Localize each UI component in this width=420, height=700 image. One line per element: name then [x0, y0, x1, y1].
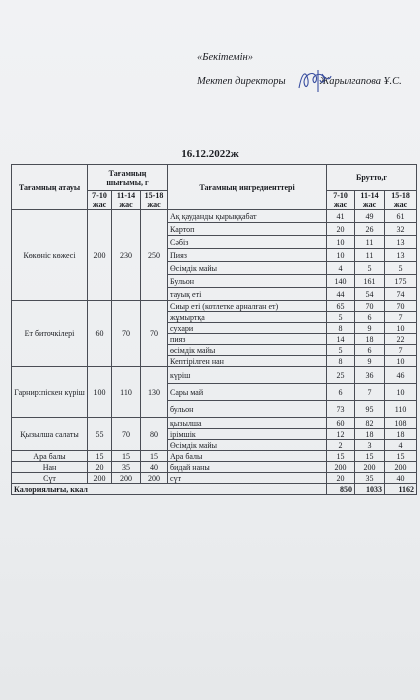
ingredient-name: Пияз [168, 249, 327, 262]
table-row [12, 462, 417, 473]
ingredient-gross: 20 [327, 473, 355, 484]
dish-yield: 250 [141, 210, 168, 301]
ingredient-gross: 82 [355, 418, 385, 429]
ingredient-gross: 200 [355, 462, 385, 473]
ingredient-gross: 175 [385, 275, 417, 288]
ingredient-gross: 6 [355, 312, 385, 323]
ingredient-gross: 3 [355, 440, 385, 451]
ingredient-gross: 9 [355, 356, 385, 367]
table-row [12, 367, 417, 384]
ingredient-gross: 10 [327, 236, 355, 249]
dish-yield: 80 [141, 418, 168, 451]
ingredient-gross: 7 [385, 345, 417, 356]
dish-name: Ет биточкілері [12, 301, 88, 367]
ingredient-gross: 110 [385, 401, 417, 418]
dish-yield: 200 [88, 473, 112, 484]
ingredient-name: бульон [168, 401, 327, 418]
dish-name: Нан [12, 462, 88, 473]
ingredient-name: сухари [168, 323, 327, 334]
ingredient-gross: 18 [385, 429, 417, 440]
ingredient-gross: 20 [327, 223, 355, 236]
ingredient-gross: 9 [355, 323, 385, 334]
ingredient-gross: 7 [355, 384, 385, 401]
ingredient-gross: 10 [385, 384, 417, 401]
dish-name: Қызылша салаты [12, 418, 88, 451]
dish-yield: 200 [88, 210, 112, 301]
dish-yield: 55 [88, 418, 112, 451]
ingredient-name: Ақ қауданды қырыққабат [168, 210, 327, 223]
ingredient-name: пияз [168, 334, 327, 345]
ingredient-gross: 4 [327, 262, 355, 275]
ingredient-gross: 200 [327, 462, 355, 473]
ingredient-name: Сәбіз [168, 236, 327, 249]
ingredient-gross: 54 [355, 288, 385, 301]
ingredient-gross: 5 [327, 345, 355, 356]
ingredient-name: Өсімдік майы [168, 440, 327, 451]
menu-table-body [12, 210, 417, 495]
ingredient-gross: 8 [327, 323, 355, 334]
ingredient-gross: 60 [327, 418, 355, 429]
ingredient-gross: 8 [327, 356, 355, 367]
dish-yield: 35 [112, 462, 141, 473]
dish-yield: 200 [141, 473, 168, 484]
dish-name: Сүт [12, 473, 88, 484]
ingredient-gross: 41 [327, 210, 355, 223]
ingredient-gross: 22 [385, 334, 417, 345]
ingredient-gross: 26 [355, 223, 385, 236]
ingredient-gross: 6 [327, 384, 355, 401]
menu-table [11, 164, 417, 495]
ingredient-name: Картоп [168, 223, 327, 236]
dish-yield: 60 [88, 301, 112, 367]
ingredient-gross: 73 [327, 401, 355, 418]
ingredient-name: Сиыр еті (котлетке арналған ет) [168, 301, 327, 312]
ingredient-name: қызылша [168, 418, 327, 429]
ingredient-gross: 161 [355, 275, 385, 288]
ingredient-gross: 13 [385, 249, 417, 262]
ingredient-gross: 11 [355, 249, 385, 262]
ingredient-gross: 40 [385, 473, 417, 484]
age-header: 15-18 жас [141, 191, 168, 210]
ingredient-gross: 15 [355, 451, 385, 462]
ingredient-gross: 36 [355, 367, 385, 384]
dish-yield: 110 [112, 367, 141, 418]
ingredient-gross: 44 [327, 288, 355, 301]
col-gross-header: Брутто,г [327, 165, 417, 191]
director-title: Мектеп директоры [197, 76, 286, 87]
table-row [12, 473, 417, 484]
dish-yield: 130 [141, 367, 168, 418]
age-header: 11-14 жас [355, 191, 385, 210]
ingredient-gross: 12 [327, 429, 355, 440]
ingredient-gross: 32 [385, 223, 417, 236]
ingredient-gross: 15 [327, 451, 355, 462]
dish-yield: 15 [141, 451, 168, 462]
dish-yield: 40 [141, 462, 168, 473]
table-row [12, 301, 417, 312]
ingredient-name: бидай наны [168, 462, 327, 473]
ingredient-gross: 74 [385, 288, 417, 301]
ingredient-gross: 14 [327, 334, 355, 345]
ingredient-gross: 65 [327, 301, 355, 312]
ingredient-gross: 13 [385, 236, 417, 249]
ingredient-gross: 2 [327, 440, 355, 451]
col-ingredients-header: Тағамның ингредиенттері [168, 165, 327, 210]
ingredient-gross: 5 [385, 262, 417, 275]
age-header: 7-10 жас [327, 191, 355, 210]
ingredient-name: Кептірілген нан [168, 356, 327, 367]
ingredient-gross: 200 [385, 462, 417, 473]
ingredient-gross: 70 [385, 301, 417, 312]
ingredient-gross: 70 [355, 301, 385, 312]
dish-yield: 230 [112, 210, 141, 301]
dish-yield: 100 [88, 367, 112, 418]
ingredient-name: Бульон [168, 275, 327, 288]
dish-name: Көкөніс көжесі [12, 210, 88, 301]
ingredient-gross: 108 [385, 418, 417, 429]
ingredient-gross: 10 [385, 323, 417, 334]
dish-yield: 15 [112, 451, 141, 462]
director-signature-icon [296, 66, 332, 94]
ingredient-gross: 35 [355, 473, 385, 484]
ingredient-gross: 7 [385, 312, 417, 323]
ingredient-gross: 61 [385, 210, 417, 223]
ingredient-name: Сары май [168, 384, 327, 401]
ingredient-gross: 10 [385, 356, 417, 367]
director-name: Жарылгапова Ұ.С. [319, 76, 402, 87]
ingredient-gross: 10 [327, 249, 355, 262]
age-header: 11-14 жас [112, 191, 141, 210]
ingredient-gross: 4 [385, 440, 417, 451]
dish-yield: 70 [141, 301, 168, 367]
dish-yield: 70 [112, 301, 141, 367]
ingredient-gross: 95 [355, 401, 385, 418]
age-header: 7-10 жас [88, 191, 112, 210]
ingredient-gross: 18 [355, 334, 385, 345]
table-row [12, 418, 417, 429]
ingredient-gross: 49 [355, 210, 385, 223]
ingredient-name: ірімшік [168, 429, 327, 440]
dish-name: Ара балы [12, 451, 88, 462]
calories-value: 1162 [385, 484, 417, 495]
ingredient-name: Ара балы [168, 451, 327, 462]
ingredient-name: өсімдік майы [168, 345, 327, 356]
dish-yield: 200 [112, 473, 141, 484]
ingredient-gross: 5 [327, 312, 355, 323]
approval-stamp-text: «Бекітемін» [197, 52, 253, 63]
col-yield-header: Тағамның шығымы, г [88, 165, 168, 191]
ingredient-gross: 18 [355, 429, 385, 440]
ingredient-gross: 25 [327, 367, 355, 384]
ingredient-name: Өсімдік майы [168, 262, 327, 275]
ingredient-gross: 11 [355, 236, 385, 249]
dish-name: Гарнир:піскен күріш [12, 367, 88, 418]
calories-row [12, 484, 417, 495]
ingredient-gross: 46 [385, 367, 417, 384]
dish-yield: 20 [88, 462, 112, 473]
dish-yield: 15 [88, 451, 112, 462]
dish-yield: 70 [112, 418, 141, 451]
table-row [12, 210, 417, 223]
calories-label: Калориялығы, ккал [12, 484, 327, 495]
ingredient-name: тауық еті [168, 288, 327, 301]
ingredient-name: жұмыртқа [168, 312, 327, 323]
ingredient-name: сүт [168, 473, 327, 484]
calories-value: 1033 [355, 484, 385, 495]
ingredient-name: күріш [168, 367, 327, 384]
col-dish-header: Тағамның атауы [12, 165, 88, 210]
ingredient-gross: 6 [355, 345, 385, 356]
ingredient-gross: 15 [385, 451, 417, 462]
table-row [12, 451, 417, 462]
age-header: 15-18 жас [385, 191, 417, 210]
ingredient-gross: 140 [327, 275, 355, 288]
calories-value: 850 [327, 484, 355, 495]
ingredient-gross: 5 [355, 262, 385, 275]
menu-date: 16.12.2022ж [181, 148, 239, 160]
